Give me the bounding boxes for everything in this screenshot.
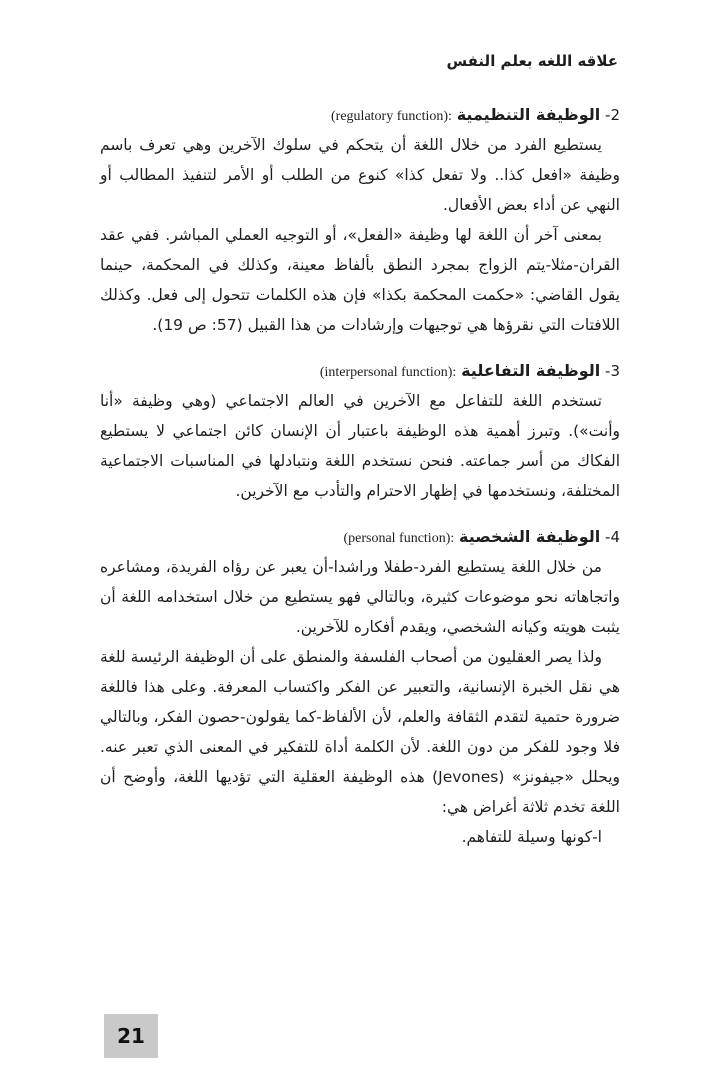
page-number-box: [104, 1014, 158, 1058]
section-title: الوظيفة التفاعلية: [461, 361, 601, 380]
paragraph: بمعنى آخر أن اللغة لها وظيفة «الفعل»، أو التوجيه العملي المباشر. ففي عقد القران-مثلا-يتم الزواج بمجرد النطق بألفاظ معينة، وكذلك في المحكمة، حينما يقول القاضي: «حكمت المحكمة بكذا» فإن هذه الكلمات تتحول إلى فعل. وكذلك اللافتات التي نقرؤها هي توجيهات وإرشادات من هذا القبيل (57: ص 19).: [100, 226, 620, 334]
paragraph: تستخدم اللغة للتفاعل مع الآخرين في العالم الاجتماعي (وهي وظيفة «أنا وأنت»). وتبرز أهمية هذه الوظيفة باعتبار أن الإنسان كائن اجتماعي لا يستطيع الفكاك من أسر جماعته. فنحن نستخدم اللغة ونتبادلها في المناسبات الاجتماعية المختلفة، ونستخدمها في إظهار الاحترام والتأدب مع الآخرين.: [100, 392, 620, 500]
section-title-english: (interpersonal function):: [319, 365, 457, 380]
section-title: الوظيفة التنظيمية: [456, 105, 601, 124]
section-number: 3-: [605, 362, 620, 380]
paragraph: يستطيع الفرد من خلال اللغة أن يتحكم في سلوك الآخرين وهي تعرف باسم وظيفة «افعل كذا.. ولا تفعل كذا» كنوع من الطلب أو الأمر لتنفيذ المطالب أو النهي عن أداء بعض الأفعال.: [100, 136, 620, 214]
section-heading: [100, 356, 620, 386]
page-body: [100, 100, 620, 852]
section-number: 2-: [605, 106, 620, 124]
paragraph: ا-كونها وسيلة للتفاهم.: [461, 828, 602, 846]
section-personal-function: [100, 522, 620, 852]
section-title-english: (personal function):: [343, 531, 455, 546]
section-number: 4-: [605, 528, 620, 546]
section-interpersonal-function: [100, 356, 620, 506]
running-header: علاقه اللغه بعلم النفس: [446, 52, 618, 70]
page-number: 21: [117, 1024, 145, 1048]
section-title-english: (regulatory function):: [331, 109, 452, 124]
section-heading: [100, 522, 620, 552]
paragraph: من خلال اللغة يستطيع الفرد-طفلا وراشدا-أن يعبر عن رؤاه الفريدة، ومشاعره واتجاهاته نحو موضوعات كثيرة، وبالتالي فهو يستطيع من خلال استخدامه اللغة أن يثبت هويته وكيانه الشخصي، ويقدم أفكاره للآخرين.: [100, 558, 620, 636]
paragraph: ولذا يصر العقليون من أصحاب الفلسفة والمنطق على أن الوظيفة الرئيسة للغة هي نقل الخبرة الإنسانية، والتعبير عن الفكر واكتساب المعرفة. وعلى هذا فاللغة ضرورة حتمية لتقدم الثقافة والعلم، لأن الألفاظ-كما يقولون-حصون الفكر، وبالتالي فلا وجود للفكر من دون اللغة. لأن الكلمة أداة للتفكير في المعنى الذي تعبر عنه. ويحلل «جيفونز» (Jevones) هذه الوظيفة العقلية التي تؤديها اللغة، وأوضح أن اللغة تخدم ثلاثة أغراض هي:: [100, 648, 620, 816]
section-title: الوظيفة الشخصية: [459, 527, 601, 546]
section-heading: [100, 100, 620, 130]
section-regulatory-function: [100, 100, 620, 340]
